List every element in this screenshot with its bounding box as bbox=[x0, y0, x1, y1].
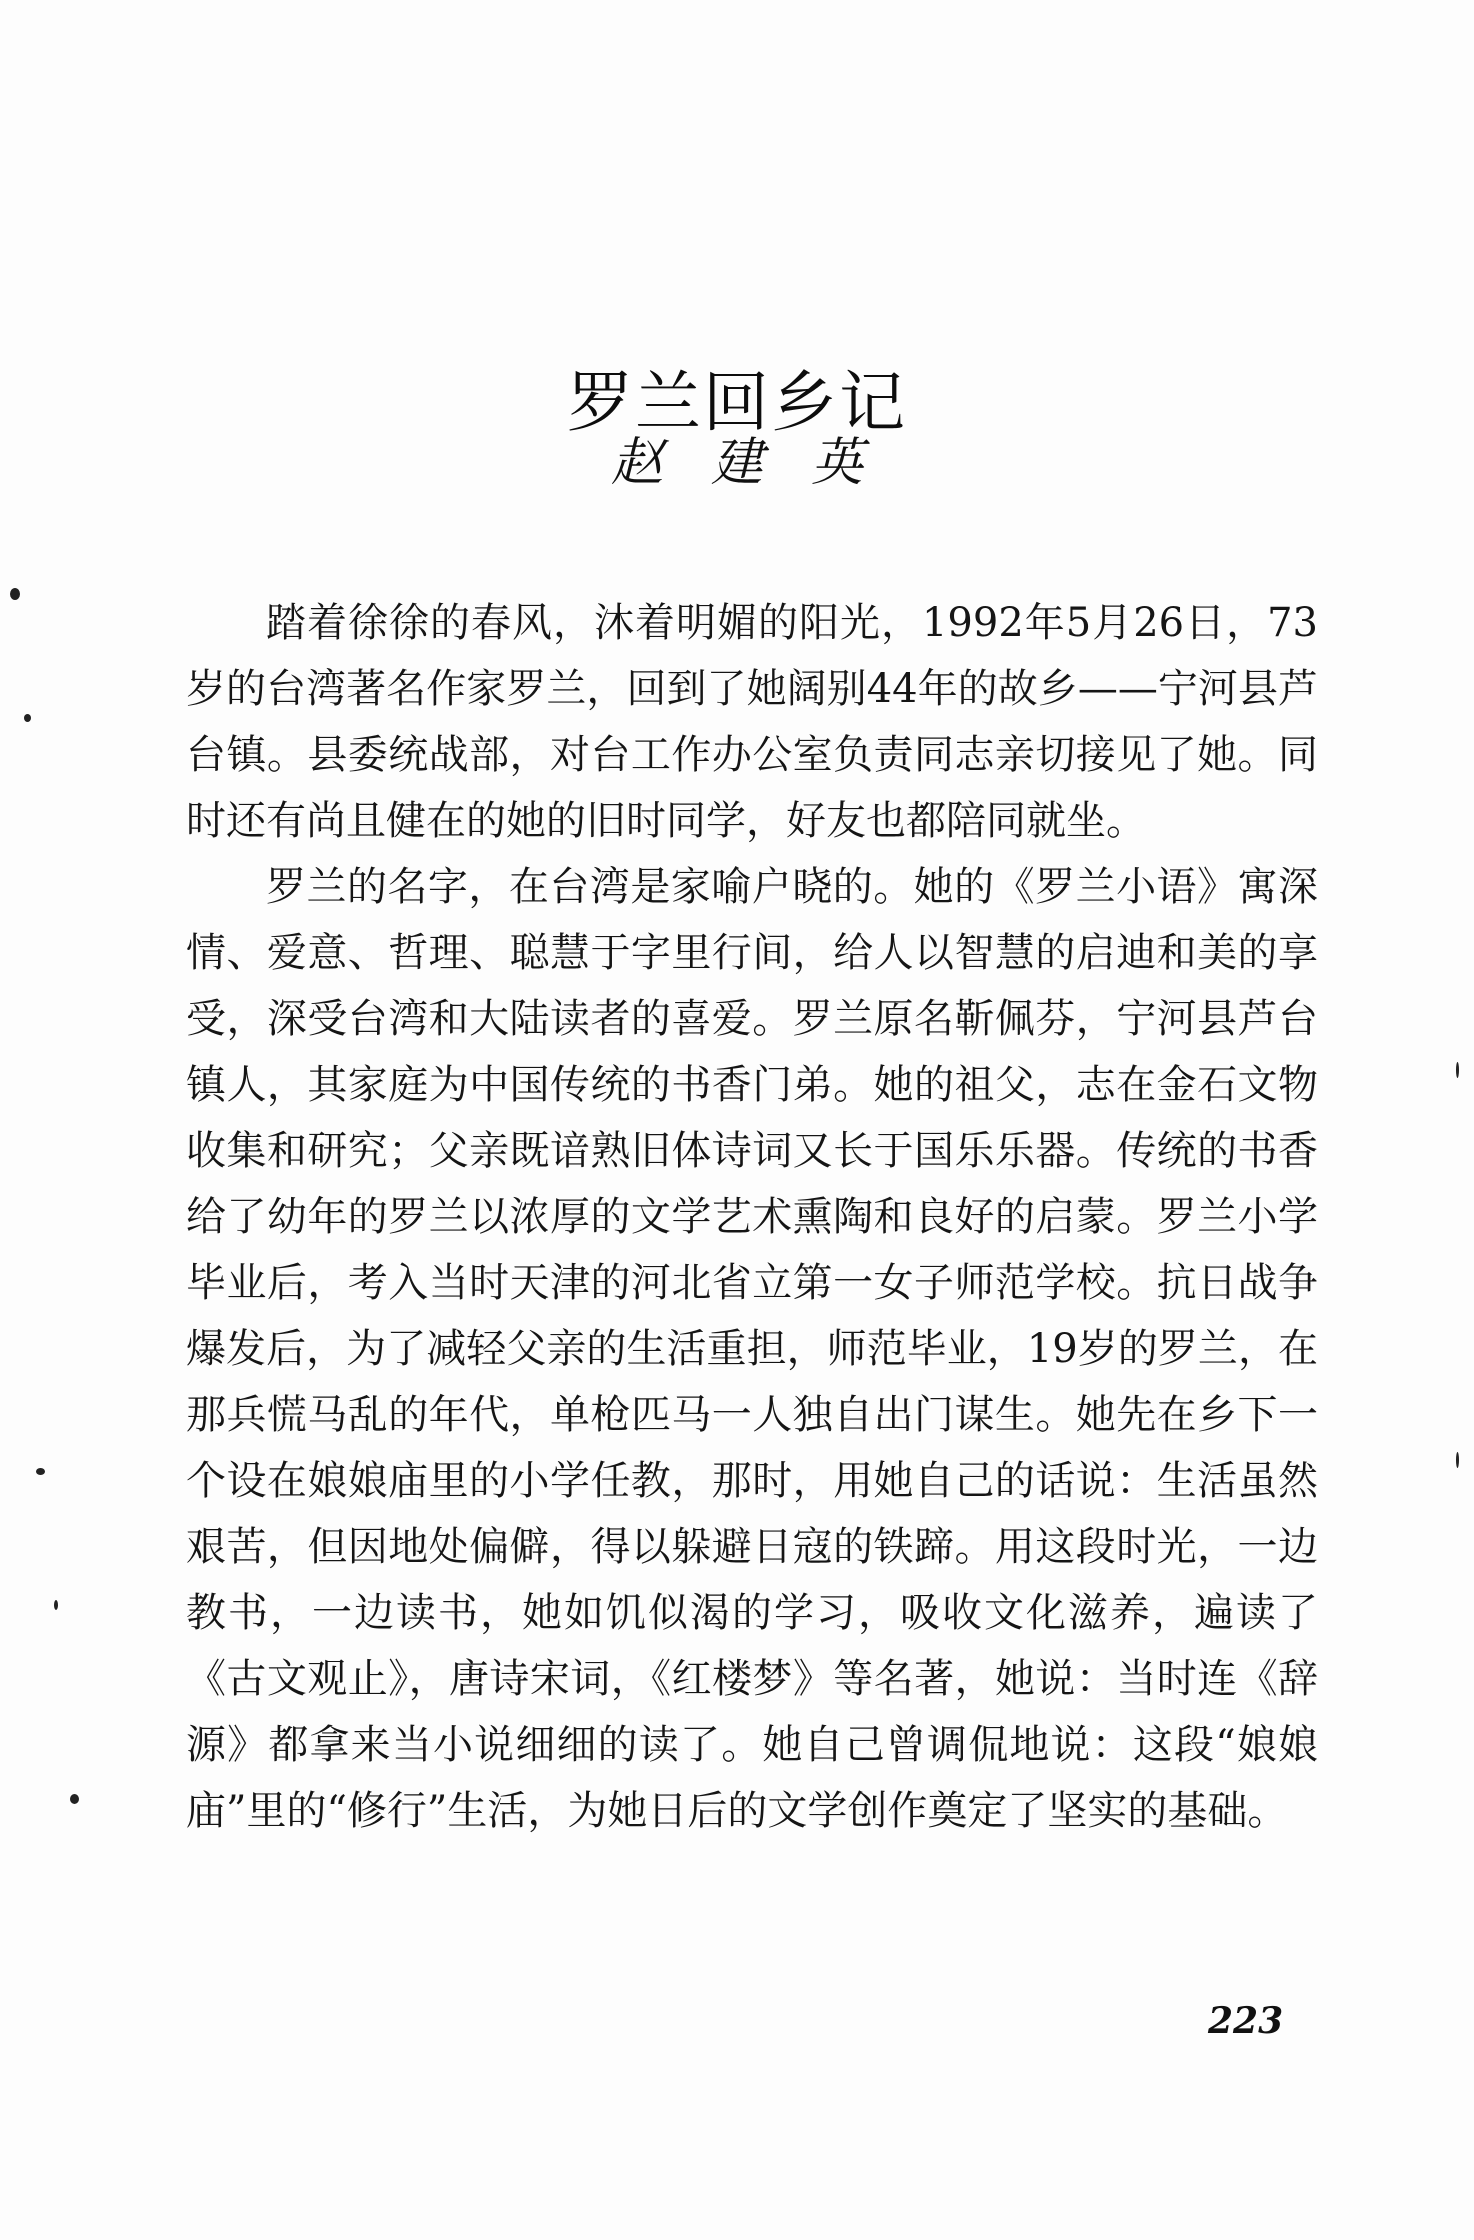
scan-speck bbox=[54, 1600, 58, 1610]
article-title: 罗兰回乡记 bbox=[567, 364, 907, 442]
page-number: 223 bbox=[1208, 2000, 1284, 2042]
scan-speck bbox=[1456, 1062, 1459, 1078]
article-body bbox=[186, 590, 1318, 1844]
scan-speck bbox=[10, 588, 20, 600]
scan-speck bbox=[24, 714, 31, 722]
scan-speck bbox=[1456, 1452, 1459, 1468]
scan-speck bbox=[70, 1794, 79, 1804]
paragraph-1: 踏着徐徐的春风，沐着明媚的阳光，1992年5月26日，73岁的台湾著名作家罗兰，回到了她阔别44年的故乡——宁河县芦台镇。县委统战部，对台工作办公室负责同志亲切接见了她。同时还有尚且健在的她的旧时同学，好友也都陪同就坐。 bbox=[186, 600, 1318, 844]
paragraph-2: 罗兰的名字，在台湾是家喻户晓的。她的《罗兰小语》寓深情、爱意、哲理、聪慧于字里行间，给人以智慧的启迪和美的享受，深受台湾和大陆读者的喜爱。罗兰原名靳佩芬，宁河县芦台镇人，其家庭为中国传统的书香门弟。她的祖父，志在金石文物收集和研究；父亲既谙熟旧体诗词又长于国乐乐器。传统的书香给了幼年的罗兰以浓厚的文学艺术熏陶和良好的启蒙。罗兰小学毕业后，考入当时天津的河北省立第一女子师范学校。抗日战争爆发后，为了减轻父亲的生活重担，师范毕业，19岁的罗兰，在那兵慌马乱的年代，单枪匹马一人独自出门谋生。她先在乡下一个设在娘娘庙里的小学任教，那时，用她自己的话说：生活虽然艰苦，但因地处偏僻，得以躲避日寇的铁蹄。用这段时光，一边教书，一边读书，她如饥似渴的学习，吸收文化滋养，遍读了《古文观止》，唐诗宋词，《红楼梦》等名著，她说：当时连《辞源》都拿来当小说细细的读了。她自己曾调侃地说：这段“娘娘庙”里的“修行”生活，为她日后的文学创作奠定了坚实的基础。 bbox=[186, 864, 1318, 1834]
author-name: 赵建英 bbox=[610, 433, 911, 493]
scan-speck bbox=[36, 1468, 45, 1475]
